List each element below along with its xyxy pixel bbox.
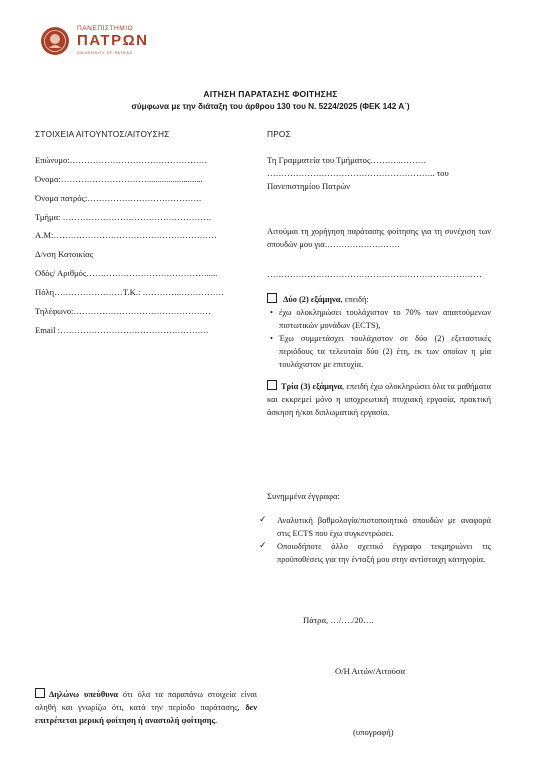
declaration-bold-phrase: Δηλώνω υπεύθυνα <box>49 690 118 699</box>
declaration-text: ότι όλα τα παραπάνω στοιχεία είναι αληθή και γνωρίζω ότι, κατά την περίοδο παράτασης, <box>35 690 257 712</box>
request-dotted-line[interactable]: ………………………………………………………………… <box>267 269 482 279</box>
address-label: Δ/νση Κατοικίας <box>35 249 94 259</box>
signature-label: (υπογραφή) <box>353 727 394 737</box>
university-seal-icon <box>40 26 70 56</box>
option-two-semesters-title: Δύο (2) εξάμηνα <box>283 295 341 304</box>
logo-text-line2: ΠΑΤΡΩΝ <box>77 32 149 49</box>
attachment-supporting-document: Οποιοδήποτε άλλο σχετικό έγγραφο τεκμηριώνει τις προϋποθέσεις για την ένταξή μου στην αντίστοιχη κατηγορία. <box>277 542 491 564</box>
attachment-item <box>255 514 491 540</box>
university-logo <box>40 22 160 62</box>
first-name-field[interactable]: Όνομα:………………………….......................... <box>35 174 203 184</box>
option-two-semesters-conditions <box>270 306 491 371</box>
email-field[interactable]: Email :……………………………………………. <box>35 325 209 335</box>
phone-field[interactable]: Τηλέφωνο:………………………………………… <box>35 306 211 316</box>
recipient-heading: ΠΡΟΣ <box>267 129 291 139</box>
checkmark-icon: ✓ <box>259 541 267 551</box>
form-subtitle: σύμφωνα με την διάταξη του άρθρου 130 του Ν. 5224/2025 (ΦΕΚ 142 Α΄) <box>131 102 410 111</box>
option-three-semesters-title: Τρία (3) εξάμηνα <box>281 382 343 391</box>
checkmark-icon: ✓ <box>259 515 267 525</box>
form-title: ΑΙΤΗΣΗ ΠΑΡΑΤΑΣΗΣ ΦΟΙΤΗΣΗΣ <box>203 89 338 99</box>
university-name: Πανεπιστημίου Πατρών <box>267 181 351 191</box>
father-name-field[interactable]: Όνομα πατρός:…………………………………. <box>35 193 202 203</box>
place-date-field[interactable]: Πάτρα, …/…./20…. <box>303 615 374 625</box>
registration-number-field[interactable]: Α.Μ:………………………………………………… <box>35 230 217 240</box>
city-postcode-field[interactable]: Πόλη……………………Τ.Κ.: …………..…………… <box>35 287 225 297</box>
option-two-semesters <box>267 293 491 306</box>
option-three-semesters-text: , επειδή έχω ολοκληρώσει όλα τα μαθήματα και εκκρεμεί μόνο η υποχρεωτική πτυχιακή εργασία, πρακτική άσκηση ή/και διπλωματική εργασία. <box>267 382 491 417</box>
option-three-semesters-checkbox[interactable] <box>267 380 277 390</box>
condition-exams: • Έχω συμμετάσχει τουλάχιστον σε δύο (2) εξεταστικές περιόδους τα τελευταία δύο (2) έτη, εκ των οποίων η μία τουλάχιστον με επιτυχία. <box>270 332 491 371</box>
logo-text-line1: ΠΑΝΕΠΙΣΤΗΜΙΟ <box>77 25 134 32</box>
surname-field[interactable]: Επώνυμο:………………………………………… <box>35 155 208 165</box>
applicant-details-heading: ΣΤΟΙΧΕΙΑ ΑΙΤΟΥΝΤΟΣ/ΑΙΤΟΥΣΗΣ <box>35 129 170 139</box>
responsible-declaration <box>35 688 257 727</box>
department-field[interactable]: Τμήμα: ……………………………………………. <box>35 212 211 222</box>
attachment-transcript: Αναλυτική βαθμολογία/πιστοποιητικό σπουδών με αναφορά στις ECTS που έχω συγκεντρώσει. <box>277 516 491 538</box>
request-text: Αιτούμαι τη χορήγηση παράτασης φοίτησης για τη συνέχιση των σπουδών μου για……………………… <box>267 227 491 249</box>
street-number-field[interactable]: Οδός/ Αριθμός……………………………………..... <box>35 268 218 278</box>
declaration-restriction: δεν επιτρέπεται μερική φοίτηση ή αναστολή φοίτησης <box>35 703 257 725</box>
declaration-checkbox[interactable] <box>35 688 45 698</box>
option-two-semesters-suffix: , επειδή: <box>340 295 369 304</box>
attachments-list <box>255 514 491 566</box>
declaration-end: . <box>215 716 218 725</box>
attachment-item <box>255 540 491 566</box>
logo-text-line3: UNIVERSITY OF PATRAS <box>77 51 133 55</box>
condition-ects: • έχω ολοκληρώσει τουλάχιστον το 70% των απαιτούμενων πιστωτικών μονάδων (ECTS), <box>270 306 491 332</box>
department-name-field[interactable]: ………………………………………………….. του <box>267 168 449 178</box>
applicant-label: Ο/Η Αιτών/Αιτούσα <box>335 666 406 676</box>
secretariat-field[interactable]: Τη Γραμματεία του Τμήματος………..……… <box>267 155 427 165</box>
option-three-semesters <box>267 380 491 419</box>
option-two-semesters-checkbox[interactable] <box>267 293 277 303</box>
attachments-heading: Συνημμένα έγγραφα: <box>267 491 340 501</box>
